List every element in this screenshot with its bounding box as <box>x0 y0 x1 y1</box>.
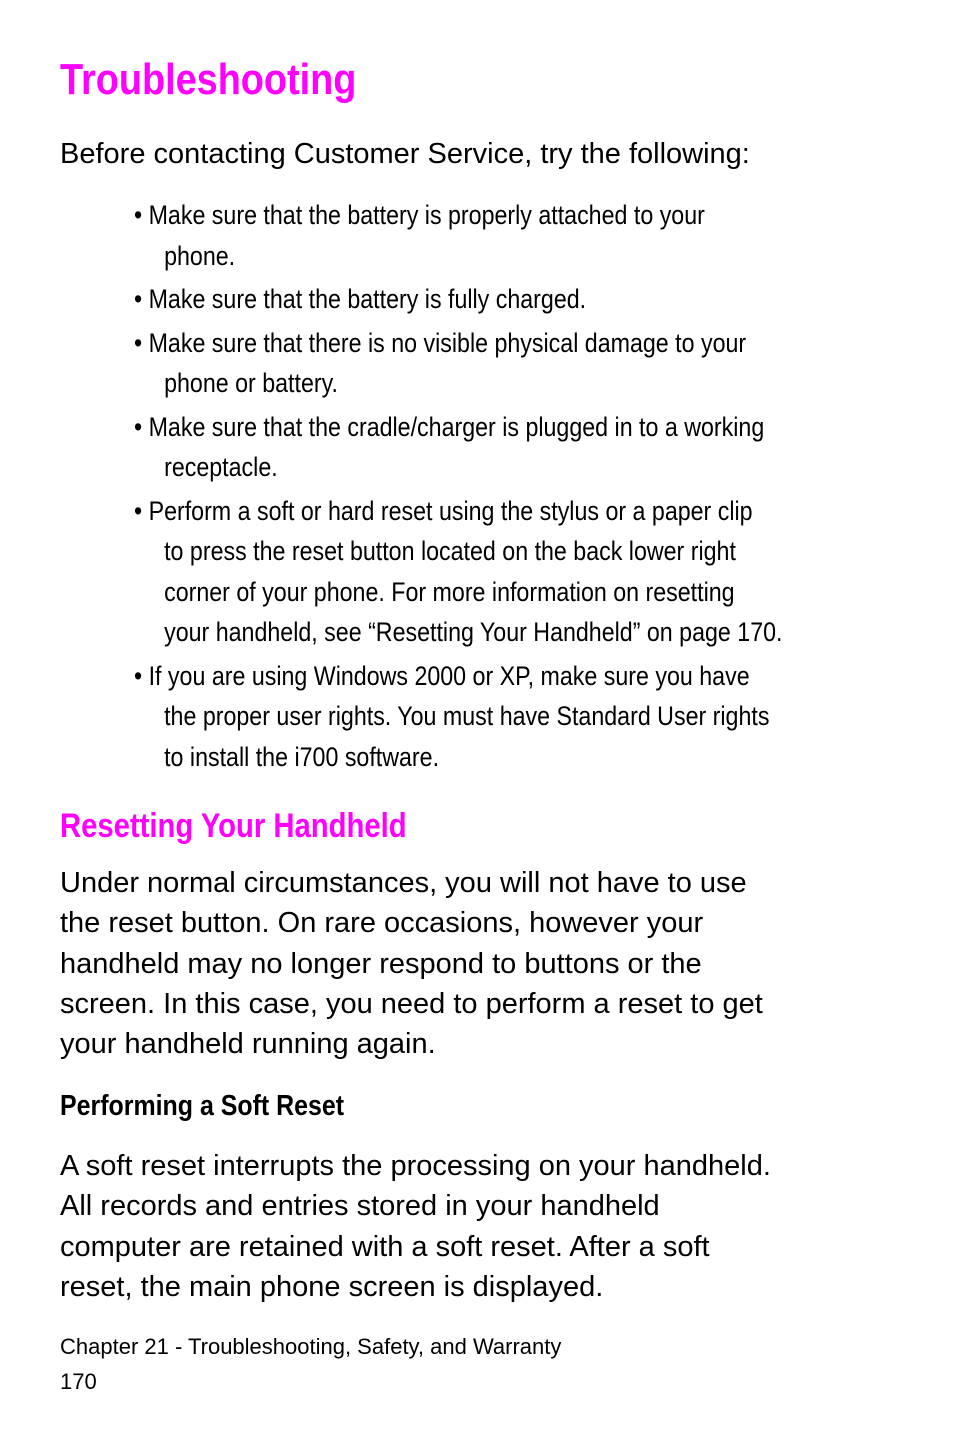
list-item-line: the proper user rights. You must have Standard User rights <box>164 701 770 731</box>
list-item-line: • Make sure that the cradle/charger is plugged in to a working <box>134 411 765 442</box>
paragraph-line: screen. In this case, you need to perform a reset to get <box>60 987 763 1020</box>
subsection-heading: Performing a Soft Reset <box>60 1090 345 1122</box>
reset-intro-paragraph <box>60 863 940 1064</box>
list-item <box>134 195 813 276</box>
paragraph-line: your handheld running again. <box>60 1028 436 1061</box>
list-item-line: phone. <box>164 240 236 271</box>
list-item-line: receptacle. <box>164 452 278 482</box>
list-item-line: corner of your phone. For more information on resetting <box>164 576 735 607</box>
paragraph-line: Under normal circumstances, you will not have to use <box>60 867 747 899</box>
page-title: Troubleshooting <box>60 55 357 104</box>
paragraph-line: handheld may no longer respond to buttons or the <box>60 947 702 980</box>
troubleshooting-list <box>134 195 924 780</box>
list-item-line: your handheld, see “Resetting Your Handheld” on page 170. <box>164 617 783 647</box>
list-item-line: to install the i700 software. <box>164 741 440 772</box>
list-item-line: phone or battery. <box>164 368 338 398</box>
list-item <box>134 323 813 404</box>
list-item <box>134 407 813 488</box>
section-heading: Resetting Your Handheld <box>60 807 407 845</box>
paragraph-line: reset, the main phone screen is displayed. <box>60 1270 604 1303</box>
list-item-line: • If you are using Windows 2000 or XP, make sure you have <box>134 660 750 691</box>
footer-chapter: Chapter 21 - Troubleshooting, Safety, and Warranty <box>60 1334 562 1359</box>
paragraph-line: the reset button. On rare occasions, however your <box>60 907 704 940</box>
list-item-line: • Perform a soft or hard reset using the stylus or a paper clip <box>134 495 753 526</box>
paragraph-line: All records and entries stored in your handheld <box>60 1190 660 1223</box>
list-item <box>134 491 813 653</box>
list-item-line: to press the reset button located on the back lower right <box>164 536 736 566</box>
list-item-line: • Make sure that the battery is properly attached to your <box>134 200 705 230</box>
page-number: 170 <box>60 1369 97 1394</box>
list-item-line: • Make sure that the battery is fully charged. <box>134 284 587 314</box>
list-item <box>134 656 813 778</box>
paragraph-line: A soft reset interrupts the processing on your handheld. <box>60 1150 771 1182</box>
soft-reset-paragraph <box>60 1146 940 1307</box>
intro-text: Before contacting Customer Service, try the following: <box>60 138 750 170</box>
paragraph-line: computer are retained with a soft reset. After a soft <box>60 1230 710 1263</box>
list-item <box>134 279 813 320</box>
list-item-line: • Make sure that there is no visible physical damage to your <box>134 327 747 358</box>
